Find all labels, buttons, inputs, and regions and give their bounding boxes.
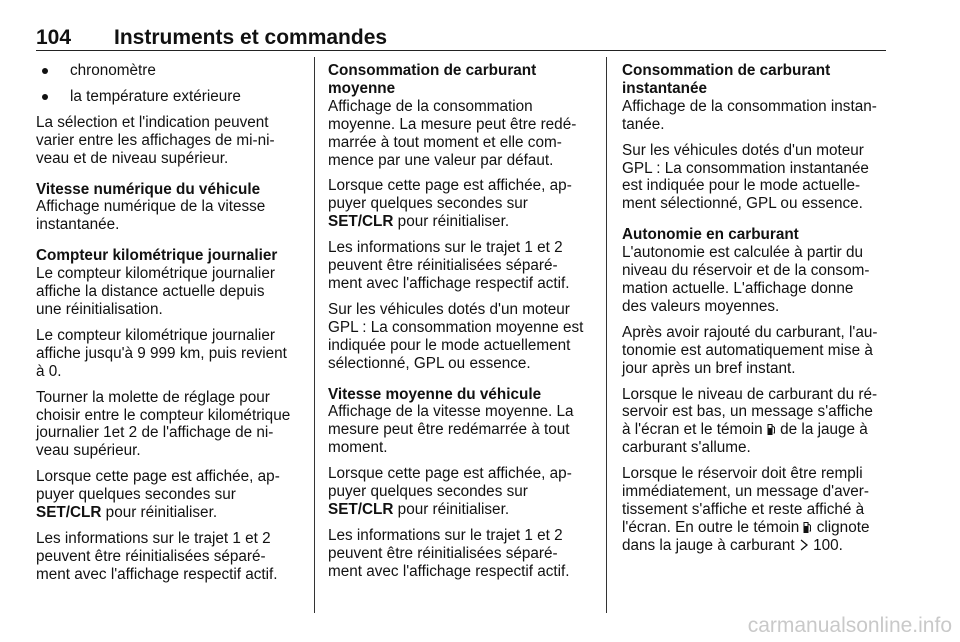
page-number: 104 (36, 26, 72, 49)
paragraph: Tourner la molette de réglage pour choisir entre le compteur kilométrique journalier 1et 2 de l'affichage de ni- veau supérieur. (36, 388, 291, 460)
button-reference: SET/CLR (328, 213, 394, 231)
paragraph: Lorsque le réservoir doit être rempli immédiatement, un message d'aver- tissement s'affiche et reste affiché à l'écran. En outre le témoin clignote dans la jauge à carburant 100. (622, 465, 870, 554)
section-heading: Vitesse moyenne du véhicule (328, 385, 542, 403)
paragraph: Affichage de la consommation moyenne. La mesure peut être redé- marrée à tout moment et elle com- mence par une valeur par défaut. (328, 97, 577, 169)
section-heading: Consommation de carburant (622, 62, 831, 79)
column-middle (328, 62, 596, 589)
section-heading: Vitesse numérique du véhicule (36, 180, 261, 198)
button-reference: SET/CLR (36, 504, 102, 522)
section-heading: Consommation de carburant (328, 62, 537, 79)
paragraph: Après avoir rajouté du carburant, l'au- tonomie est automatiquement mise à jour après un bref instant. (622, 323, 878, 377)
paragraph: Lorsque cette page est affichée, ap- puyer quelques secondes sur SET/CLR pour réinitialiser. (328, 177, 572, 231)
paragraph: Lorsque cette page est affichée, ap- puyer quelques secondes sur SET/CLR pour réinitialiser. (36, 468, 280, 522)
watermark: carmanualsonline.info (747, 614, 952, 637)
paragraph: Lorsque cette page est affichée, ap- puyer quelques secondes sur SET/CLR pour réinitialiser. (328, 465, 572, 518)
column-left (36, 62, 304, 592)
bullet-dot (42, 94, 48, 100)
paragraph: Le compteur kilométrique journalier affiche la distance actuelle depuis une réinitialisation. (36, 265, 275, 318)
bullet-dot (42, 68, 48, 74)
section-autonomie (622, 226, 892, 554)
paragraph: L'autonomie est calculée à partir du niveau du réservoir et de la consom- mation actuelle. L'affichage donne des valeurs moyennes. (622, 244, 870, 315)
paragraph: Affichage de la consommation instan- tanée. (622, 97, 877, 133)
paragraph: Le compteur kilométrique journalier affiche jusqu'à 9 999 km, puis revient à 0. (36, 326, 287, 380)
paragraph: Les informations sur le trajet 1 et 2 peuvent être réinitialisées séparé- ment avec l'affichage respectif actif. (328, 239, 570, 292)
header-rule (36, 50, 886, 51)
page-reference-arrow-icon[interactable] (799, 539, 809, 551)
section-heading: moyenne (328, 79, 396, 97)
bullet-item: chronomètre (36, 62, 304, 80)
section-consommation-moyenne (328, 62, 596, 373)
paragraph: Les informations sur le trajet 1 et 2 peuvent être réinitialisées séparé- ment avec l'affichage respectif actif. (36, 529, 278, 583)
section-compteur-journalier (36, 247, 304, 583)
page-header (36, 22, 886, 52)
section-heading: Compteur kilométrique journalier (36, 247, 278, 265)
button-reference: SET/CLR (328, 500, 394, 518)
paragraph: Affichage de la vitesse moyenne. La mesure peut être redémarrée à tout moment. (328, 403, 574, 457)
column-divider (314, 57, 315, 613)
column-right (622, 62, 892, 563)
page-title: Instruments et commandes (114, 26, 388, 49)
paragraph: La sélection et l'indication peuvent varier entre les affichages de mi-ni- veau et de niveau supérieur. (36, 113, 275, 167)
section-consommation-instantanee (622, 62, 892, 213)
section-heading: Autonomie en carburant (622, 226, 799, 244)
bullet-item: la température extérieure (36, 88, 304, 106)
paragraph: Sur les véhicules dotés d'un moteur GPL : La consommation instantanée est indiquée pour le mode actuelle- ment sélectionné, GPL ou essence. (622, 141, 869, 213)
paragraph: Sur les véhicules dotés d'un moteur GPL : La consommation moyenne est indiquée pour le mode actuellement sélectionné, GPL ou essence. (328, 300, 584, 372)
column-divider (606, 57, 607, 613)
section-heading: instantanée (622, 79, 708, 97)
paragraph: Les informations sur le trajet 1 et 2 peuvent être réinitialisées séparé- ment avec l'affichage respectif actif. (328, 526, 570, 580)
fuel-pump-icon (767, 423, 776, 436)
section-vitesse-moyenne (328, 386, 596, 581)
paragraph: Lorsque le niveau de carburant du ré- servoir est bas, un message s'affiche à l'écran et le témoin de la jauge à carburant s'allume. (622, 385, 878, 457)
section-vitesse-numerique: Vitesse numérique du véhicule Affichage numérique de la vitesse instantanée. (36, 181, 304, 235)
